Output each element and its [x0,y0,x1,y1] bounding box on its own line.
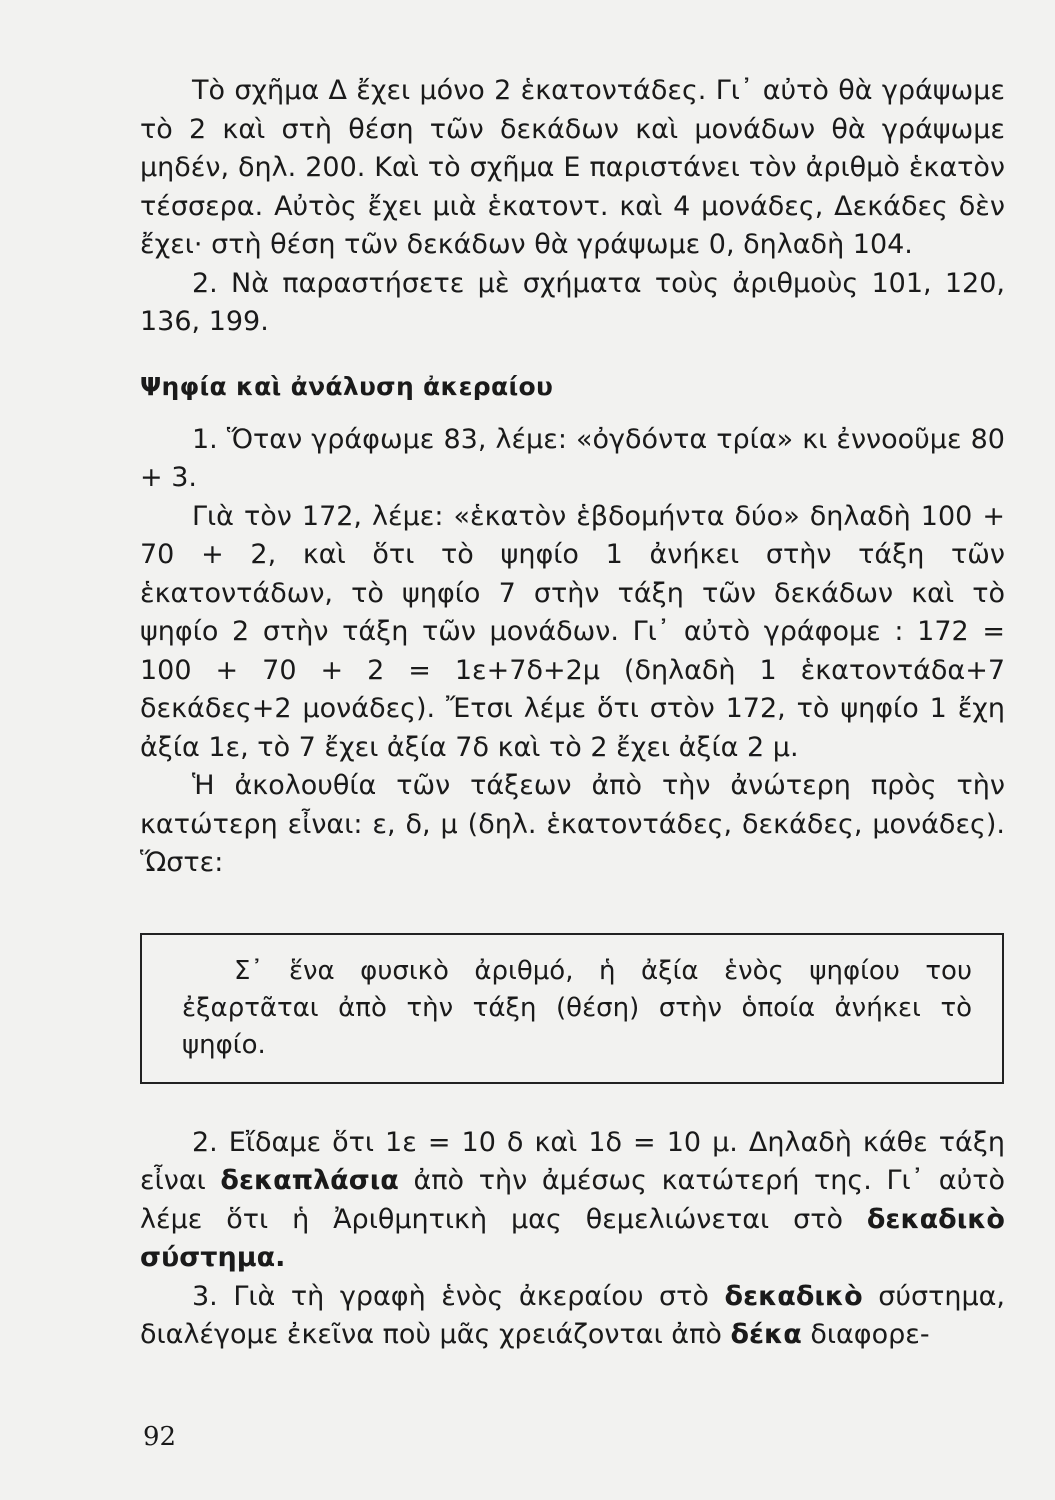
text-run: διαφορε- [801,1319,930,1350]
paragraph-schema-d: Τὸ σχῆμα Δ ἔχει μόνο 2 ἑκατοντάδες. Γι᾽ αὐτὸ θὰ γράψωμε τὸ 2 καὶ στὴ θέση τῶν δεκάδων καὶ μονάδων θὰ γράψωμε μηδέν, δηλ. 200. Καὶ τὸ σχῆμα Ε παριστάνει τὸν ἀριθμὸ ἑκατὸν τέσσερα. Αὐτὸς ἔχει μιὰ ἑκατοντ. καὶ 4 μονάδες, Δεκάδες δὲν ἔχει· στὴ θέση τῶν δεκάδων θὰ γράψωμε 0, δηλαδὴ 104. [140,75,1005,260]
text-run: ἀπὸ τὴν ἀμέσως κατώτερή της. Γι᾽ αὐτὸ λέμε ὅτι ἡ Ἀριθμητικὴ μας θεμελιώνεται στὸ [140,1165,1005,1235]
page-body [140,72,1005,1355]
paragraph-172: Γιὰ τὸν 172, λέμε: «ἑκατὸν ἑβδομήντα δύο» δηλαδὴ 100 + 70 + 2, καὶ ὅτι τὸ ψηφίο 1 ἀνήκει στὴν τάξη τῶν ἑκατοντάδων, τὸ ψηφίο 7 στὴν τάξη τῶν δεκάδων καὶ τὸ ψηφίο 2 στὴν τάξη τῶν μονάδων. Γι᾽ αὐτὸ γράφομε : 172 = 100 + 70 + 2 = 1ε+7δ+2μ (δηλαδὴ 1 ἑκατοντάδα+7 δεκάδες+2 μονάδες). Ἔτσι λέμε ὅτι στὸν 172, τὸ ψηφίο 1 ἔχη ἀξία 1ε, τὸ 7 ἔχει ἀξία 7δ καὶ τὸ 2 ἔχει ἀξία 2 μ. [140,500,1005,763]
rule-box [140,933,1004,1084]
rule-text: Σ᾽ ἕνα φυσικὸ ἀριθμό, ἡ ἀξία ἑνὸς ψηφίου του ἐξαρτᾶται ἀπὸ τὴν τάξη (θέση) στὴν ὁποία ἀνήκει τὸ ψηφίο. [182,955,972,1060]
text-run: 2. Εἴδαμε ὅτι 1ε = 10 δ καὶ 1δ = 10 μ. Δηλαδὴ κάθε τάξη εἶναι [140,1126,1005,1196]
text-run: 3. Γιὰ τὴ γραφὴ ἑνὸς ἀκεραίου στὸ [192,1280,725,1312]
bold-term: δέκα [730,1319,802,1350]
paragraph-decimal-system [140,1124,1005,1278]
bold-term: δεκαπλάσια [220,1165,399,1196]
section-heading: Ψηφία καὶ ἀνάλυση ἀκεραίου [140,371,554,401]
bold-term: δεκαδικὸ [724,1280,863,1312]
bold-term: δεκαδικὸ σύστημα. [140,1203,1005,1273]
page-number: 92 [143,1422,177,1452]
paragraph-order: Ἡ ἀκολουθία τῶν τάξεων ἀπὸ τὴν ἀνώτερη πρὸς τὴν κατώτερη εἶναι: ε, δ, μ (δηλ. ἑκατοντάδες, δεκάδες, μονάδες). Ὥστε: [140,770,1005,878]
paragraph-writing-integer [140,1278,1005,1355]
exercise-2: 2. Νὰ παραστήσετε μὲ σχήματα τοὺς ἀριθμοὺς 101, 120, 136, 199. [140,267,1005,337]
text-run: σύστημα, διαλέγομε ἐκεῖνα ποὺ μᾶς χρειάζονται ἀπὸ [140,1280,1006,1350]
paragraph-83: 1. Ὅταν γράφωμε 83, λέμε: «ὀγδόντα τρία» κι ἐννοοῦμε 80 + 3. [140,423,1005,493]
